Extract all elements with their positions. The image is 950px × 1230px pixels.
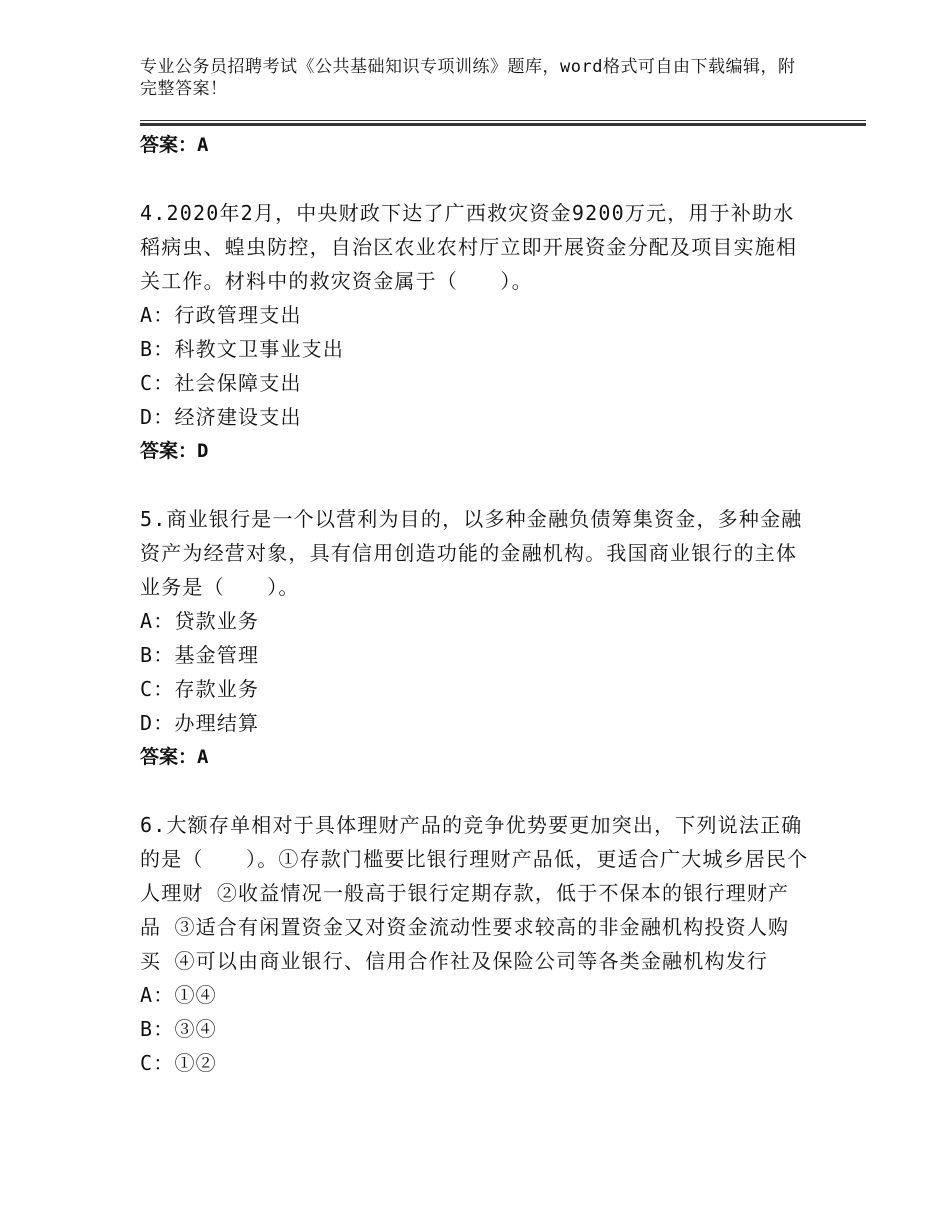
question-4 <box>140 196 810 468</box>
option-c: C：存款业务 <box>140 677 260 701</box>
question-5 <box>140 502 810 774</box>
option-a: A：①④ <box>140 983 217 1007</box>
question-content <box>140 126 810 1080</box>
question-stem: 5.商业银行是一个以营利为目的，以多种金融负债筹集资金，多种金融资产为经营对象，具有信用创造功能的金融机构。我国商业银行的主体业务是（ ）。 <box>140 507 803 599</box>
option-a: A：行政管理支出 <box>140 303 302 327</box>
answer-label: 答案：D <box>140 440 209 462</box>
answer-label: 答案：A <box>140 746 209 768</box>
option-b: B：基金管理 <box>140 643 260 667</box>
question-stem: 6.大额存单相对于具体理财产品的竞争优势要更加突出，下列说法正确的是（ ）。①存款门槛要比银行理财产品低，更适合广大城乡居民个人理财 ②收益情况一般高于银行定期存款，低于不保本的银行理财产品 ③适合有闲置资金又对资金流动性要求较高的非金融机构投资人购买 ④可以由商业银行、信用合作社及保险公司等各类金融机构发行 <box>140 813 809 973</box>
option-c: C：社会保障支出 <box>140 371 302 395</box>
option-c: C：①② <box>140 1051 217 1075</box>
document-header: 专业公务员招聘考试《公共基础知识专项训练》题库，word格式可自由下载编辑，附完整答案！ <box>140 57 796 99</box>
option-d: D：办理结算 <box>140 711 260 735</box>
option-b: B：科教文卫事业支出 <box>140 337 345 361</box>
option-a: A：贷款业务 <box>140 609 260 633</box>
option-d: D：经济建设支出 <box>140 405 302 429</box>
header-divider-thin <box>140 120 866 121</box>
option-b: B：③④ <box>140 1017 217 1041</box>
question-stem: 4.2020年2月，中央财政下达了广西救灾资金9200万元，用于补助水稻病虫、蝗虫防控，自治区农业农村厅立即开展资金分配及项目实施相关工作。材料中的救灾资金属于（ ）。 <box>140 201 798 293</box>
answer-label: 答案：A <box>140 134 209 156</box>
question-6 <box>140 808 810 1080</box>
